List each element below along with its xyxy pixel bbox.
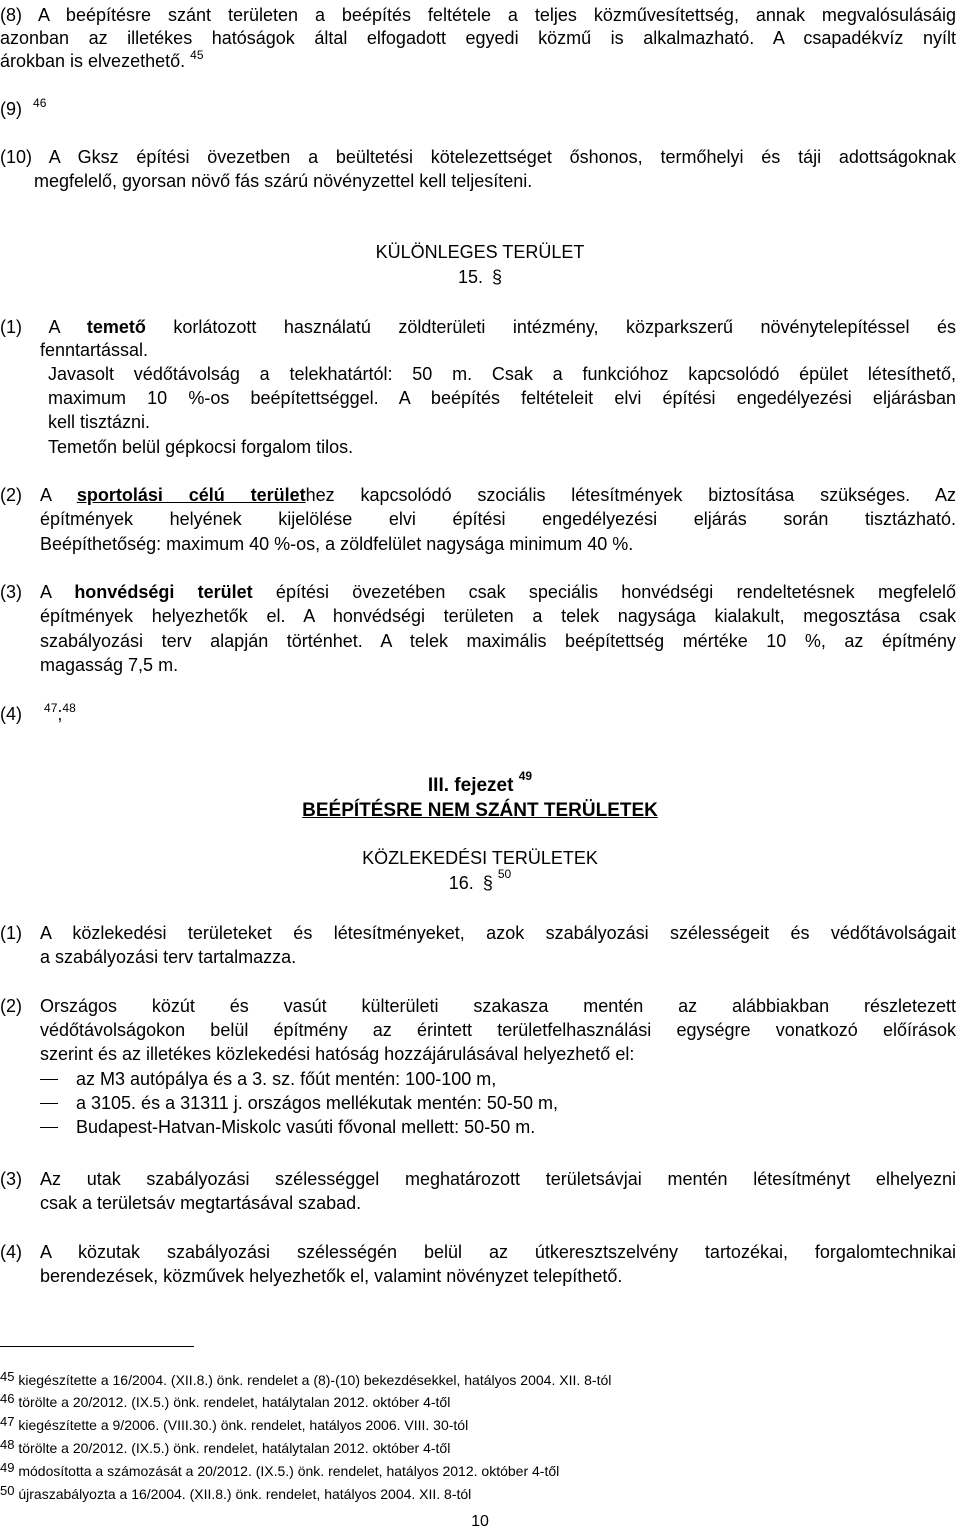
- footnote-47: [0, 1416, 468, 1434]
- footnote-49: [0, 1462, 559, 1480]
- kozlekedesi-3-line-2: csak a területsáv megtartásával szabad.: [40, 1193, 362, 1213]
- kulonleges-1-line-3: Javasolt védőtávolság a telekhatártól: 50 m. Csak a funkcióhoz kapcsolódó épület létesíthető,: [48, 364, 956, 384]
- kozlekedesi-1-line-1: A közlekedési területeket és létesítményeket, azok szabályozási szélességeit és védőtávolságait: [40, 923, 956, 943]
- list-dash-icon: [40, 1127, 58, 1128]
- kozlekedesi-2-line-2: védőtávolságokon belül építmény az érintett területfelhasználási egységre vonatkozó előírások: [40, 1020, 956, 1040]
- footnote-number: 50: [0, 1483, 15, 1498]
- paragraph-9-label: (9): [0, 99, 22, 119]
- kozlekedesi-4-label: (4): [0, 1242, 22, 1262]
- paragraph-8-line-3: [0, 50, 204, 72]
- paragraph-8-line-1: (8) A beépítésre szánt területen a beépítés feltétele a teljes közművesítettség, annak megvalósulásáig: [0, 5, 956, 25]
- kulonleges-2-line-2: építmények helyének kijelölése elvi építési engedélyezési eljárás során tisztázható.: [40, 509, 956, 529]
- footnote-ref-47[interactable]: 47: [44, 701, 58, 715]
- kozlekedesi-2-line-1: Országos közút és vasút külterületi szakasza mentén az alábbiakban részletezett: [40, 996, 956, 1016]
- paragraph-10-line-2: megfelelő, gyorsan növő fás szárú növényzettel kell teljesíteni.: [34, 171, 533, 191]
- page-number: 10: [471, 1513, 489, 1530]
- separator: ;: [57, 704, 63, 724]
- chapter-title: [0, 769, 960, 797]
- kulonleges-3-line-1: [40, 581, 956, 603]
- footnote-text: módosította a számozását a 20/2012. (IX.5.) önk. rendelet, hatályos 2012. október 4-től: [18, 1463, 560, 1479]
- kulonleges-1-line-5: kell tisztázni.: [48, 412, 151, 432]
- kulonleges-4: [0, 703, 76, 725]
- text-span: hez kapcsolódó szociális létesítmények biztosítása szükséges. Az: [305, 485, 957, 505]
- footnote-45: [0, 1371, 611, 1389]
- footnote-46: [0, 1393, 450, 1411]
- section-number-16: [0, 867, 960, 894]
- bold-term-honved: honvédségi terület: [74, 582, 253, 602]
- kulonleges-2-line-3: Beépíthetőség: maximum 40 %-os, a zöldfelület nagysága minimum 40 %.: [40, 534, 634, 554]
- footnote-number: 47: [0, 1414, 15, 1429]
- footnote-ref-49[interactable]: 49: [518, 769, 533, 783]
- paragraph-8-text: árokban is elvezethető.: [0, 51, 186, 71]
- chapter-title-text: III. fejezet: [427, 775, 514, 796]
- paragraph-8-line-2: azonban az illetékes hatóságok által elfogadott egyedi közmű is alkalmazható. A csapadékvíz nyílt: [0, 28, 956, 48]
- kozlekedesi-2-label: (2): [0, 996, 22, 1016]
- kulonleges-2-line-1: [40, 484, 956, 506]
- footnote-number: 49: [0, 1460, 15, 1475]
- kulonleges-3-label: (3): [0, 582, 22, 602]
- kulonleges-1-line-2: fenntartással.: [40, 340, 149, 360]
- kulonleges-1-line-6: Temetőn belül gépkocsi forgalom tilos.: [48, 437, 354, 457]
- list-item: a 3105. és a 31311 j. országos mellékutak mentén: 50-50 m,: [76, 1093, 558, 1113]
- kulonleges-1-line-1: [0, 316, 956, 338]
- text-span: A: [40, 485, 77, 505]
- text-span: A: [40, 582, 75, 602]
- bold-term-temeto: temető: [86, 317, 146, 337]
- footnote-text: kiegészítette a 16/2004. (XII.8.) önk. rendelet a (8)-(10) bekezdésekkel, hatályos 2004. XII. 8-tól: [18, 1372, 612, 1388]
- footnote-text: törölte a 20/2012. (IX.5.) önk. rendelet, hatálytalan 2012. október 4-től: [18, 1394, 451, 1410]
- footnote-48: [0, 1439, 450, 1457]
- kozlekedesi-4-line-1: A közutak szabályozási szélességén belül az útkeresztszelvény tartozékai, forgalomtechnikai: [40, 1242, 956, 1262]
- text-span: korlátozott használatú zöldterületi intézmény, közparkszerű növénytelepítéssel és: [145, 317, 956, 337]
- kozlekedesi-4-line-2: berendezések, közművek helyezhetők el, valamint növényzet telepíthető.: [40, 1266, 623, 1286]
- kulonleges-1-line-4: maximum 10 %-os beépítettséggel. A beépítés feltételeit elvi építési engedélyezési eljárásban: [48, 388, 956, 408]
- footnote-text: törölte a 20/2012. (IX.5.) önk. rendelet, hatálytalan 2012. október 4-től: [18, 1440, 451, 1456]
- chapter-subtitle: BEÉPÍTÉSRE NEM SZÁNT TERÜLETEK: [302, 800, 658, 821]
- footnote-number: 48: [0, 1437, 15, 1452]
- footnote-text: kiegészítette a 9/2006. (VIII.30.) önk. rendelet, hatályos 2006. VIII. 30-tól: [18, 1417, 469, 1433]
- list-item: Budapest-Hatvan-Miskolc vasúti fővonal mellett: 50-50 m.: [76, 1117, 536, 1137]
- footnote-50: [0, 1485, 471, 1503]
- kulonleges-3-line-3: szabályozási terv alapján történhet. A telek maximális beépítettség mértéke 10 %, az építmény: [40, 631, 956, 651]
- kulonleges-3-line-4: magasság 7,5 m.: [40, 655, 179, 675]
- section-number: 16.: [448, 873, 474, 893]
- section-number-15: [0, 267, 960, 288]
- footnote-divider: [0, 1346, 194, 1347]
- footnote-ref-50[interactable]: 50: [497, 867, 512, 881]
- footnote-text: újraszabályozta a 16/2004. (XII.8.) önk. rendelet, hatályos 2004. XII. 8-tól: [18, 1486, 472, 1502]
- list-dash-icon: [40, 1079, 58, 1080]
- kozlekedesi-2-line-3: szerint és az illetékes közlekedési hatóság hozzájárulásával helyezhető el:: [40, 1044, 635, 1064]
- footnote-ref-46[interactable]: 46: [33, 96, 47, 110]
- paragraph-9: [0, 98, 46, 120]
- paragraph-10-line-1: (10) A Gksz építési övezetben a beültetési kötelezettséget őshonos, termőhelyi és táji adottságoknak: [0, 147, 956, 167]
- kozlekedesi-3-label: (3): [0, 1169, 22, 1189]
- text-span: építési övezetében csak speciális honvédségi rendeltetésnek megfelelő: [252, 582, 957, 602]
- section-sign-icon: §: [492, 267, 503, 287]
- kozlekedesi-1-label: (1): [0, 923, 22, 943]
- kulonleges-3-line-2: építmények helyezhetők el. A honvédségi területen a telek nagysága kialakult, megosztása csak: [40, 606, 956, 626]
- section-heading-kozlekedesi: KÖZLEKEDÉSI TERÜLETEK: [362, 848, 598, 868]
- footnote-number: 46: [0, 1391, 15, 1406]
- kulonleges-2-label: (2): [0, 485, 22, 505]
- list-dash-icon: [40, 1103, 58, 1104]
- list-item: az M3 autópálya és a 3. sz. főút mentén: 100-100 m,: [76, 1069, 497, 1089]
- kozlekedesi-1-line-2: a szabályozási terv tartalmazza.: [40, 947, 297, 967]
- footnote-ref-48[interactable]: 48: [62, 701, 76, 715]
- kozlekedesi-3-line-1: Az utak szabályozási szélességgel meghatározott területsávjai mentén létesítményt elhelyezni: [40, 1169, 956, 1189]
- footnote-ref-45[interactable]: 45: [190, 48, 204, 62]
- section-number: 15.: [457, 267, 483, 287]
- bold-term-sport: sportolási célú terület: [76, 485, 306, 505]
- section-heading-kulonleges: KÜLÖNLEGES TERÜLET: [375, 242, 585, 262]
- kulonleges-4-label: (4): [0, 704, 22, 724]
- text-span: (1) A: [0, 317, 87, 337]
- section-sign-icon: §: [482, 873, 493, 893]
- footnote-number: 45: [0, 1369, 15, 1384]
